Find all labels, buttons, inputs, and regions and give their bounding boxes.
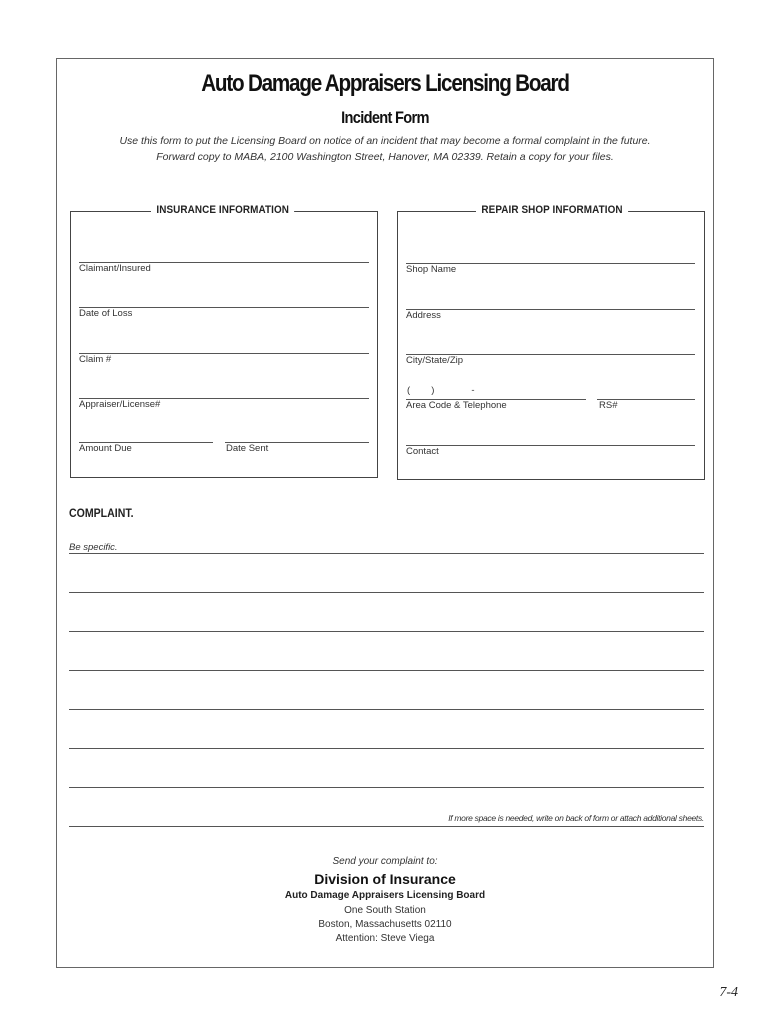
rs-number-label: RS# bbox=[599, 400, 618, 411]
complaint-line[interactable] bbox=[69, 631, 704, 632]
address-field[interactable] bbox=[406, 309, 695, 310]
city-state-zip-label: City/State/Zip bbox=[406, 355, 464, 366]
form-subtitle: Incident Form bbox=[341, 108, 429, 127]
amount-due-label: Amount Due bbox=[79, 443, 132, 454]
more-space-note: If more space is needed, write on back of form or attach additional sheets. bbox=[448, 813, 704, 823]
attention-line: Attention: Steve Viega bbox=[335, 933, 435, 944]
address-line-2: Boston, Massachusetts 02110 bbox=[318, 919, 452, 930]
complaint-heading: COMPLAINT. bbox=[69, 506, 134, 520]
contact-field[interactable] bbox=[406, 445, 695, 446]
complaint-line[interactable] bbox=[69, 826, 704, 827]
shop-name-label: Shop Name bbox=[406, 264, 457, 275]
instruction-line-2: Forward copy to MABA, 2100 Washington Street, Hanover, MA 02339. Retain a copy for your files. bbox=[156, 151, 614, 163]
insurance-information-section bbox=[70, 204, 378, 478]
contact-label: Contact bbox=[406, 446, 439, 457]
licensing-board-name: Auto Damage Appraisers Licensing Board bbox=[284, 890, 486, 901]
repair-shop-section-title: REPAIR SHOP INFORMATION bbox=[476, 204, 628, 216]
phone-format-marks: ( ) - bbox=[407, 385, 475, 396]
complaint-hint: Be specific. bbox=[69, 542, 118, 553]
address-line-1: One South Station bbox=[344, 905, 426, 916]
insurance-section-title: INSURANCE INFORMATION bbox=[151, 204, 294, 216]
complaint-line[interactable] bbox=[69, 592, 704, 593]
form-border bbox=[56, 58, 714, 968]
form-title: Auto Damage Appraisers Licensing Board bbox=[201, 70, 569, 97]
page-number: 7-4 bbox=[719, 985, 738, 1000]
date-sent-label: Date Sent bbox=[226, 443, 269, 454]
repair-shop-information-section bbox=[397, 204, 705, 480]
instruction-line-1: Use this form to put the Licensing Board on notice of an incident that may become a formal complaint in the future. bbox=[119, 135, 651, 147]
complaint-line[interactable] bbox=[69, 787, 704, 788]
claimant-label: Claimant/Insured bbox=[79, 263, 151, 274]
complaint-line[interactable] bbox=[69, 553, 704, 554]
complaint-line[interactable] bbox=[69, 709, 704, 710]
send-to-intro: Send your complaint to: bbox=[332, 856, 438, 867]
division-of-insurance: Division of Insurance bbox=[314, 871, 456, 887]
appraiser-license-label: Appraiser/License# bbox=[79, 399, 161, 410]
complaint-line[interactable] bbox=[69, 670, 704, 671]
claim-number-label: Claim # bbox=[79, 354, 112, 365]
date-of-loss-label: Date of Loss bbox=[79, 308, 133, 319]
claim-number-field[interactable] bbox=[79, 353, 369, 354]
address-label: Address bbox=[406, 310, 441, 321]
area-code-telephone-label: Area Code & Telephone bbox=[406, 400, 507, 411]
complaint-line[interactable] bbox=[69, 748, 704, 749]
